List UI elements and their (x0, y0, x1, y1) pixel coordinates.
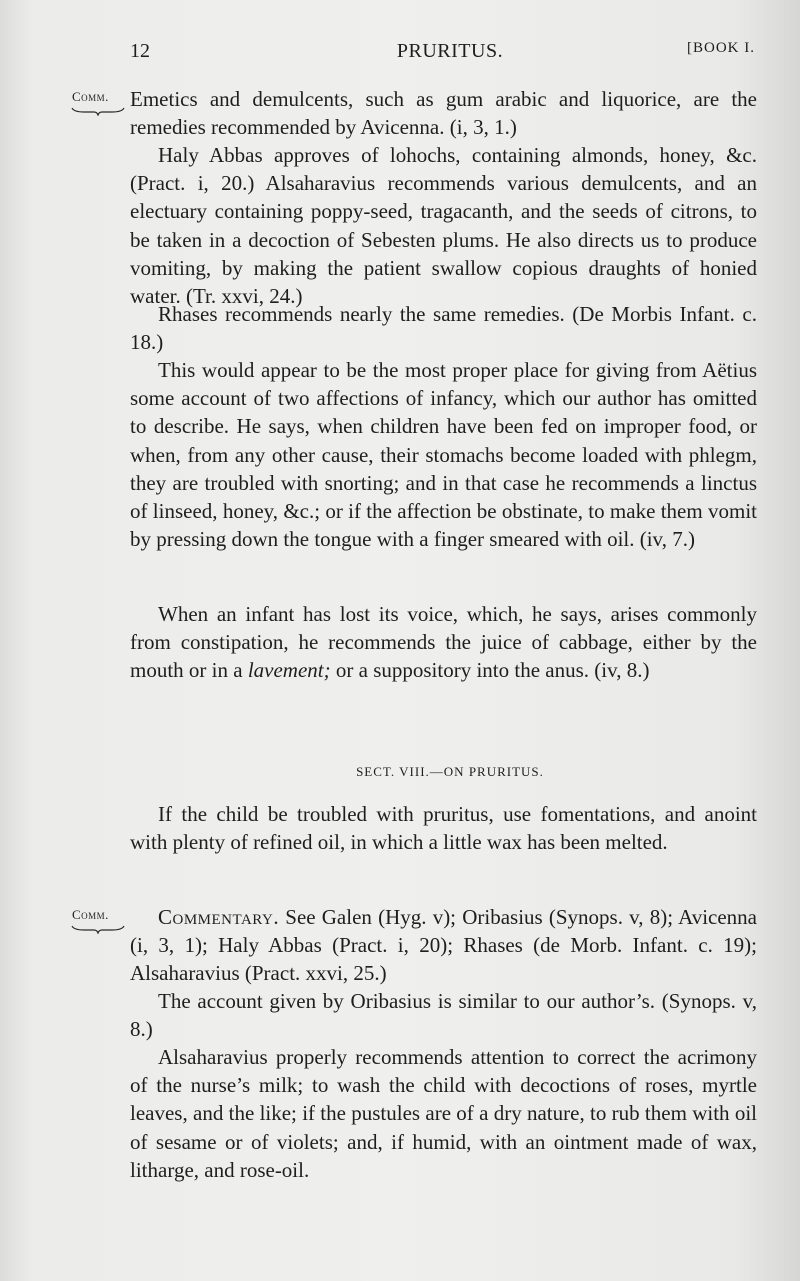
paragraph-infant-voice-end: or a suppository into the anus. (iv, 8.) (330, 658, 650, 683)
paragraph-haly-abbas: Haly Abbas approves of lohochs, containing almonds, honey, &c. (Pract. i, 20.) Alsaharavius recommends various demulcents, and an electuary containing poppy-seed, tragacanth, and the seeds of citrons, to be taken in a decoction of Sebesten plums. He also directs us to produce vomiting, by making the patient swallow copious draughts of honied water. (Tr. xxvi, 24.) (130, 143, 757, 309)
margin-brace-icon (70, 106, 126, 116)
margin-comm-label: Comm. (72, 89, 109, 104)
book-label: [BOOK I. (687, 40, 755, 56)
paragraph-infant-voice (130, 600, 757, 685)
margin-comm-label-2: Comm. (72, 907, 109, 922)
paragraph-emetics: Emetics and demulcents, such as gum arabic and liquorice, are the remedies recommended by Avicenna. (i, 3, 1.) (130, 87, 757, 140)
paragraph-oribasius: The account given by Oribasius is similar to our author’s. (Synops. v, 8.) (130, 989, 757, 1042)
paragraph-commentary (130, 903, 757, 988)
commentary-lead: Commentary. (158, 905, 280, 929)
commentary-text: See Galen (Hyg. v); Oribasius (Synops. v, 8); Avicenna (i, 3, 1); Haly Abbas (Pract. i, 20); Rhases (de Morb. Infant. c. 19); Alsaharavius (Pract. xxvi, 25.) (130, 905, 757, 986)
paragraph-pruritus: If the child be troubled with pruritus, use fomentations, and anoint with plenty of refined oil, in which a little wax has been melted. (130, 802, 757, 855)
paragraph-aetius: This would appear to be the most proper place for giving from Aëtius some account of two affections of infancy, which our author has omitted to describe. He says, when children have been fed on improper food, or when, from any other cause, their stomachs become loaded with phlegm, they are troubled with snorting; and in that case he recommends a linctus of linseed, honey, &c.; or if the affection be obstinate, to make them vomit by pressing down the tongue with a finger smeared with oil. (iv, 7.) (130, 358, 757, 552)
paragraph-rhases: Rhases recommends nearly the same remedies. (De Morbis Infant. c. 18.) (130, 302, 757, 355)
paragraph-infant-voice-text: When an infant has lost its voice, which, he says, arises commonly from constipation, he recommends the juice of cabbage, either by the mouth or in a (130, 602, 757, 683)
lavement-italic: lavement; (247, 658, 331, 683)
page-number: 12 (130, 40, 150, 62)
running-header (0, 40, 800, 66)
paragraph-alsaharavius: Alsaharavius properly recommends attention to correct the acrimony of the nurse’s milk; to wash the child with decoctions of roses, myrtle leaves, and the like; if the pustules are of a dry nature, to rub them with oil of sesame or of violets; and, if humid, with an ointment made of wax, litharge, and rose-oil. (130, 1045, 757, 1182)
margin-brace-icon-2 (70, 924, 126, 934)
section-heading: SECT. VIII.—ON PRURITUS. (356, 764, 544, 779)
running-title: PRURITUS. (396, 40, 504, 62)
